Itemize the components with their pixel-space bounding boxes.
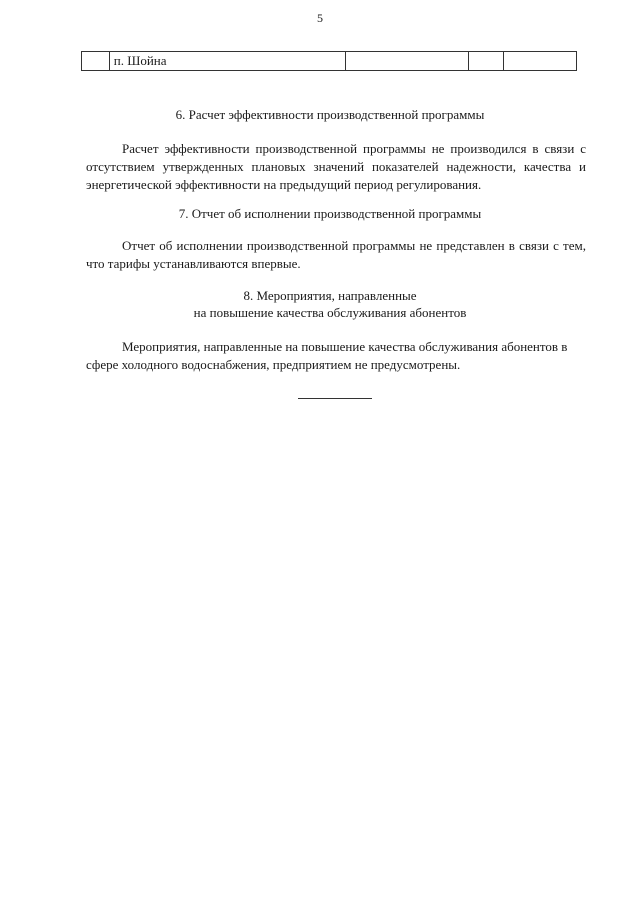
section-6-heading: 6. Расчет эффективности производственной программы: [175, 107, 485, 122]
page-number: 5: [317, 11, 323, 25]
section-7-heading: 7. Отчет об исполнении производственной программы: [178, 206, 482, 221]
section-6-paragraph: Расчет эффективности производственной программы не производился в связи с отсутствием утвержденных плановых значений показателей надежности, качества и энергетической эффективности на предыдущий период регулирования.: [86, 141, 586, 192]
table-cell-empty-1: [346, 52, 468, 71]
table-row: [82, 52, 577, 71]
section-8-heading-line-2: на повышение качества обслуживания абонентов: [193, 305, 467, 320]
section-7-paragraph: Отчет об исполнении производственной программы не представлен в связи с тем, что тарифы устанавливаются впервые.: [86, 238, 586, 271]
continuation-table: [81, 51, 577, 71]
table-cell-empty-2: [468, 52, 503, 71]
table-cell-locality: п. Шойна: [109, 52, 346, 71]
table-cell-empty-3: [503, 52, 576, 71]
section-8-heading-line-1: 8. Мероприятия, направленные: [243, 288, 417, 303]
section-8-paragraph: Мероприятия, направленные на повышение качества обслуживания абонентов в сфере холодного водоснабжения, предприятием не предусмотрены.: [86, 339, 568, 372]
table-row-container: [81, 51, 577, 71]
table-cell-number: [82, 52, 110, 71]
end-rule-divider: [298, 398, 372, 399]
